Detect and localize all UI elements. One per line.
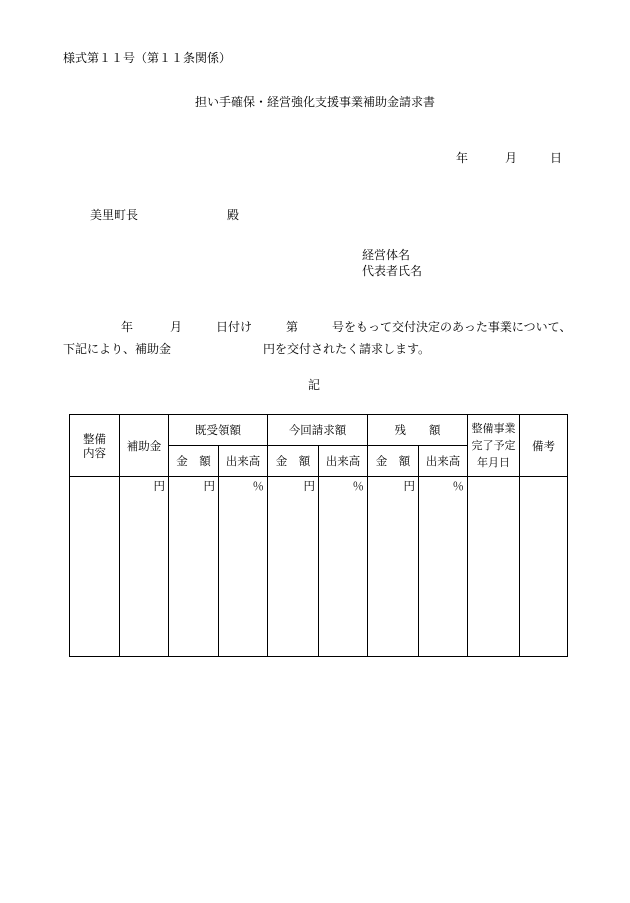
body-month: 月 xyxy=(170,320,183,334)
header-completion-line2: 完了予定 xyxy=(471,439,516,452)
representative-label: 代表者氏名 xyxy=(362,264,423,278)
header-content-line1: 整備 xyxy=(83,431,106,446)
header-remaining: 残 額 xyxy=(394,423,441,437)
sub-remaining-amount: 金 額 xyxy=(375,454,411,468)
sub-current-amount: 金 額 xyxy=(275,454,311,468)
body-dated: 日付け xyxy=(216,320,253,334)
addressee-honorific: 殿 xyxy=(227,208,240,222)
unit-remaining-yen: 円 xyxy=(403,479,415,493)
addressee-name: 美里町長 xyxy=(90,208,139,222)
sub-current-progress: 出来高 xyxy=(325,454,361,468)
body-request-start: 下記により、補助金 xyxy=(63,342,172,356)
date-day-label: 日 xyxy=(550,151,563,165)
header-received: 既受領額 xyxy=(195,423,241,437)
header-subsidy: 補助金 xyxy=(126,438,162,453)
unit-received-pct: ％ xyxy=(252,479,264,493)
body-request-end: 円を交付されたく請求します。 xyxy=(263,342,431,356)
unit-subsidy-yen: 円 xyxy=(153,479,165,493)
body-decision-text: 号をもって交付決定のあった事業について、 xyxy=(332,320,572,334)
unit-remaining-pct: ％ xyxy=(452,479,464,493)
unit-received-yen: 円 xyxy=(203,479,215,493)
unit-current-pct: ％ xyxy=(352,479,364,493)
form-number: 様式第１１号（第１１条関係） xyxy=(63,51,232,65)
sub-remaining-progress: 出来高 xyxy=(425,454,461,468)
header-content xyxy=(70,415,119,476)
sub-received-amount: 金 額 xyxy=(176,454,211,468)
header-completion-date xyxy=(468,415,519,476)
document-title: 担い手確保・経営強化支援事業補助金請求書 xyxy=(194,95,435,109)
header-content-line2: 内容 xyxy=(83,445,106,460)
header-current: 今回請求額 xyxy=(288,423,347,437)
body-no-prefix: 第 xyxy=(286,320,299,334)
header-completion-line3: 年月日 xyxy=(477,456,510,469)
unit-current-yen: 円 xyxy=(303,479,315,493)
date-year-label: 年 xyxy=(456,151,469,165)
header-completion-line1: 整備事業 xyxy=(471,422,516,435)
body-year: 年 xyxy=(121,320,134,334)
sub-received-progress: 出来高 xyxy=(225,454,261,468)
header-remarks: 備考 xyxy=(532,438,555,453)
org-name-label: 経営体名 xyxy=(362,248,411,262)
date-month-label: 月 xyxy=(505,151,518,165)
ki-heading: 記 xyxy=(308,378,321,392)
